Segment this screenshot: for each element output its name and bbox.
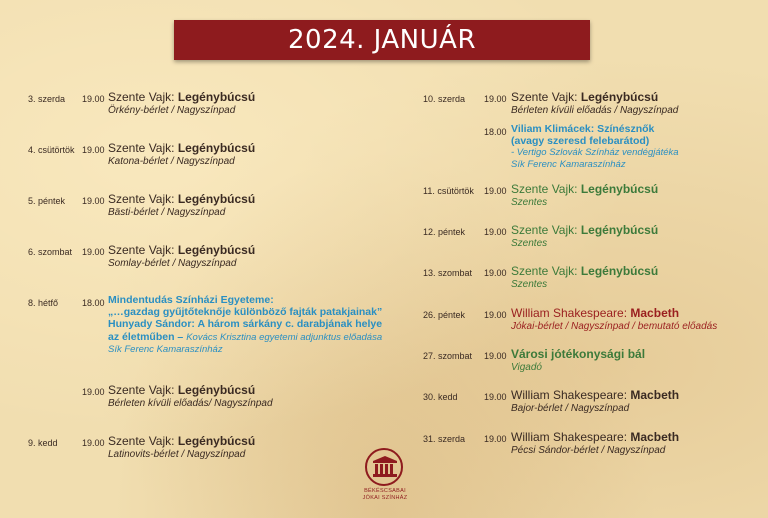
event-lecture-block[interactable] bbox=[108, 294, 382, 356]
lecture-series: Mindentudás Színházi Egyeteme: bbox=[108, 294, 274, 306]
event-day: 30. kedd bbox=[423, 392, 458, 402]
event-guest-block[interactable] bbox=[511, 124, 679, 170]
event-subtitle: Vigadó bbox=[511, 362, 542, 373]
event-day: 8. hétfő bbox=[28, 298, 59, 308]
event-time: 19.00 bbox=[484, 392, 507, 402]
event-subtitle: Latinovits-bérlet / Nagyszínpad bbox=[108, 449, 246, 460]
event-time: 19.00 bbox=[484, 94, 507, 104]
event-title[interactable]: Szente Vajk: Legénybúcsú bbox=[511, 223, 659, 237]
event-time: 19.00 bbox=[484, 227, 507, 237]
event-subtitle: Jókai-bérlet / Nagyszínpad / bemutató előadás bbox=[511, 321, 718, 332]
event-title[interactable]: Szente Vajk: Legénybúcsú bbox=[108, 383, 256, 397]
event-day: 26. péntek bbox=[423, 310, 466, 320]
event-title[interactable]: Szente Vajk: Legénybúcsú bbox=[108, 192, 256, 206]
event-subtitle: Szentes bbox=[511, 238, 548, 249]
month-banner bbox=[174, 20, 590, 60]
event-day: 13. szombat bbox=[423, 268, 473, 278]
event-title[interactable]: Szente Vajk: Legénybúcsú bbox=[511, 182, 659, 196]
event-subtitle: Bajor-bérlet / Nagyszínpad bbox=[511, 403, 630, 414]
event-subtitle: Szentes bbox=[511, 279, 548, 290]
event-subtitle: Somlay-bérlet / Nagyszínpad bbox=[108, 258, 237, 269]
event-title[interactable]: Szente Vajk: Legénybúcsú bbox=[108, 141, 256, 155]
event-time: 19.00 bbox=[82, 145, 105, 155]
event-time: 18.00 bbox=[484, 127, 507, 137]
event-title[interactable]: William Shakespeare: Macbeth bbox=[511, 430, 680, 444]
guest-venue: Sík Ferenc Kamaraszínház bbox=[511, 158, 626, 170]
event-day: 12. péntek bbox=[423, 227, 466, 237]
event-time: 19.00 bbox=[82, 387, 105, 397]
lecture-topic: Hunyady Sándor: A három sárkány c. darabjának helye bbox=[108, 318, 383, 331]
event-time: 19.00 bbox=[484, 186, 507, 196]
event-title[interactable]: Szente Vajk: Legénybúcsú bbox=[108, 243, 256, 257]
event-title[interactable]: Szente Vajk: Legénybúcsú bbox=[108, 434, 256, 448]
guest-title: Viliam Klimácek: Színésznők bbox=[511, 123, 655, 135]
columns-icon bbox=[372, 456, 398, 478]
event-subtitle: Katona-bérlet / Nagyszínpad bbox=[108, 156, 235, 167]
month-title: 2024. JANUÁR bbox=[287, 25, 477, 55]
event-day: 6. szombat bbox=[28, 247, 73, 257]
event-subtitle: Bérleten kívüli előadás / Nagyszínpad bbox=[511, 105, 679, 116]
event-time: 19.00 bbox=[484, 310, 507, 320]
event-subtitle: Pécsi Sándor-bérlet / Nagyszínpad bbox=[511, 445, 666, 456]
event-day: 27. szombat bbox=[423, 351, 473, 361]
lecture-venue: Sík Ferenc Kamaraszínház bbox=[108, 343, 223, 355]
event-time: 19.00 bbox=[484, 434, 507, 444]
event-title[interactable]: Szente Vajk: Legénybúcsú bbox=[511, 264, 659, 278]
event-day: 9. kedd bbox=[28, 438, 58, 448]
logo-text: BÉKÉSCSABAI JÓKAI SZÍNHÁZ bbox=[362, 488, 408, 501]
event-time: 19.00 bbox=[82, 247, 105, 257]
event-title[interactable]: Szente Vajk: Legénybúcsú bbox=[511, 90, 659, 104]
event-day: 5. péntek bbox=[28, 196, 66, 206]
event-subtitle: Örkény-bérlet / Nagyszínpad bbox=[108, 105, 236, 116]
event-time: 19.00 bbox=[82, 438, 105, 448]
event-day: 4. csütörtök bbox=[28, 145, 75, 155]
event-title[interactable]: Városi jótékonysági bál bbox=[511, 347, 646, 361]
event-day: 31. szerda bbox=[423, 434, 466, 444]
theatre-logo[interactable] bbox=[355, 448, 415, 516]
lecture-topic-end: az életműben – Kovács Krisztina egyetemi adjunktus előadása bbox=[108, 330, 383, 343]
lecture-quote: „…gazdag gyűjtőteknője különböző fajták patakjainak” bbox=[108, 306, 383, 319]
guest-subtitle: (avagy szeresd felebarátod) bbox=[511, 134, 650, 147]
event-time: 19.00 bbox=[82, 196, 105, 206]
guest-company: - Vertigo Szlovák Színház vendégjátéka bbox=[511, 147, 679, 158]
event-day: 10. szerda bbox=[423, 94, 466, 104]
event-title[interactable]: William Shakespeare: Macbeth bbox=[511, 388, 680, 402]
event-subtitle: Bästi-bérlet / Nagyszínpad bbox=[108, 207, 226, 218]
event-day: 11. csütörtök bbox=[423, 186, 474, 196]
event-subtitle: Bérleten kívüli előadás/ Nagyszínpad bbox=[108, 398, 273, 409]
event-time: 19.00 bbox=[484, 351, 507, 361]
event-title[interactable]: Szente Vajk: Legénybúcsú bbox=[108, 90, 256, 104]
event-day: 3. szerda bbox=[28, 94, 66, 104]
event-time: 18.00 bbox=[82, 298, 105, 308]
event-time: 19.00 bbox=[82, 94, 105, 104]
event-time: 19.00 bbox=[484, 268, 507, 278]
event-title[interactable]: William Shakespeare: Macbeth bbox=[511, 306, 680, 320]
event-subtitle: Szentes bbox=[511, 197, 548, 208]
